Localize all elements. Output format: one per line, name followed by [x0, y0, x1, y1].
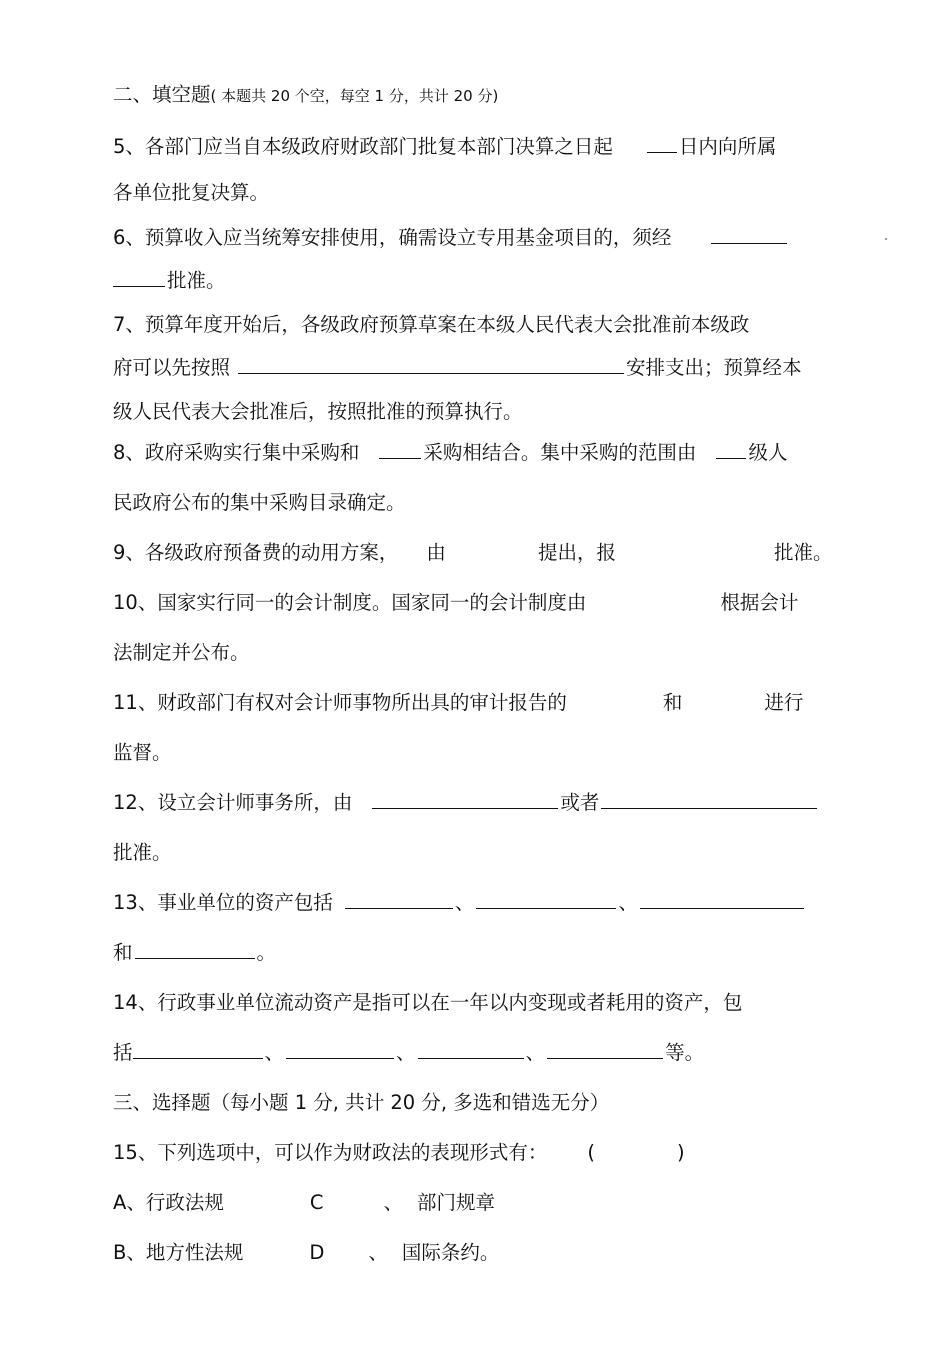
question-14-text-2: 括	[113, 1041, 133, 1064]
question-10-text: 10、国家实行同一的会计制度。国家同一的会计制度由	[113, 591, 587, 614]
blank-13-1[interactable]	[345, 890, 453, 909]
question-9-line	[113, 540, 832, 566]
question-9-you: 由	[426, 541, 446, 564]
option-c-letter[interactable]: C	[309, 1191, 324, 1214]
question-10-text-2: 法制定并公布。	[113, 641, 250, 664]
answer-paren-close: )	[676, 1141, 685, 1164]
question-12-line-2	[113, 840, 172, 866]
blank-6-1b[interactable]	[113, 268, 165, 287]
blank-5-1[interactable]	[647, 134, 677, 153]
question-7-suffix: 安排支出；预算经本	[626, 356, 802, 379]
question-11-line-2	[113, 740, 172, 766]
blank-7-1[interactable]	[238, 355, 624, 374]
question-7-text-3: 级人民代表大会批准后，按照批准的预算执行。	[113, 400, 523, 423]
question-5-line-1	[113, 134, 776, 160]
question-6-text: 6、预算收入应当统筹安排使用，确需设立专用基金项目的，须经	[113, 226, 672, 249]
question-14-text: 14、行政事业单位流动资产是指可以在一年以内变现或者耗用的资产，包	[113, 991, 743, 1014]
question-11-line-1	[113, 690, 803, 716]
question-5-text-2: 各单位批复决算。	[113, 181, 270, 204]
question-8-line-2	[113, 490, 406, 516]
question-12-text-2: 批准。	[113, 841, 172, 864]
section-2-heading	[113, 82, 498, 108]
question-13-line-2	[113, 940, 276, 966]
blank-13-4[interactable]	[135, 940, 255, 959]
option-d-letter[interactable]: D	[309, 1241, 325, 1264]
section-3-title: 三、选择题（每小题 1 分, 共计 20 分, 多选和错选无分）	[113, 1091, 610, 1114]
comma-14-3: 、	[525, 1041, 546, 1064]
comma-13-2: 、	[618, 891, 638, 914]
question-5-suffix: 日内向所属	[678, 135, 777, 158]
question-15-text: 15、下列选项中，可以作为财政法的表现形式有：	[113, 1141, 548, 1164]
question-9-mid: 提出，报	[537, 541, 616, 564]
option-d-sep: 、	[368, 1241, 388, 1264]
comma-14-2: 、	[396, 1041, 416, 1064]
question-15-stem	[113, 1140, 685, 1166]
section-2-note: ( 本题共 20 个空，每空 1 分，共计 20 分)	[210, 87, 499, 105]
question-6-line-2	[113, 268, 226, 294]
speck-mark	[885, 238, 887, 240]
question-11-text: 11、财政部门有权对会计师事物所出具的审计报告的	[113, 691, 567, 714]
section-2-title: 二、填空题	[113, 83, 211, 106]
question-7-text: 7、预算年度开始后，各级政府预算草案在本级人民代表大会批准前本级政	[113, 313, 750, 336]
question-13-line-1	[113, 890, 806, 916]
question-12-line-1	[113, 790, 819, 816]
question-8-text: 8、政府采购实行集中采购和	[113, 441, 360, 464]
option-c-text[interactable]: 部门规章	[416, 1191, 495, 1214]
question-7-text-2: 府可以先按照	[113, 356, 231, 379]
question-6-suffix: 批准。	[167, 269, 226, 292]
blank-12-2[interactable]	[601, 790, 817, 809]
blank-12-1[interactable]	[372, 790, 558, 809]
blank-14-2[interactable]	[286, 1040, 394, 1059]
answer-paren-open: (	[587, 1141, 595, 1164]
question-14-line-2	[113, 1040, 704, 1066]
question-12-or: 或者	[560, 791, 600, 814]
question-10-line-1	[113, 590, 798, 616]
option-a[interactable]: A、行政法规	[113, 1191, 224, 1214]
question-7-line-2	[113, 355, 802, 381]
question-7-line-3	[113, 399, 523, 425]
section-3-heading	[113, 1090, 609, 1116]
blank-14-3[interactable]	[418, 1040, 524, 1059]
comma-13-1: 、	[454, 891, 475, 914]
question-9-text: 9、各级政府预备费的动用方案，	[113, 541, 399, 564]
question-13-text: 13、事业单位的资产包括	[113, 891, 333, 914]
question-7-line-1	[113, 312, 749, 338]
question-11-text-2: 监督。	[113, 741, 172, 764]
question-8-line-1	[113, 440, 787, 466]
question-6-line-1	[113, 225, 789, 251]
question-5-text: 5、各部门应当自本级政府财政部门批复本部门决算之日起	[113, 135, 613, 158]
question-8-text-2: 民政府公布的集中采购目录确定。	[113, 491, 406, 514]
blank-14-1[interactable]	[133, 1040, 263, 1059]
question-5-line-2	[113, 180, 269, 206]
option-b[interactable]: B、地方性法规	[113, 1241, 244, 1264]
question-14-line-1	[113, 990, 742, 1016]
question-13-and: 和	[113, 941, 133, 964]
question-10-suffix: 根据会计	[720, 591, 799, 614]
option-c-sep: 、	[383, 1191, 403, 1214]
blank-13-2[interactable]	[476, 890, 616, 909]
question-11-and: 和	[662, 691, 683, 714]
question-15-options-bd	[113, 1240, 499, 1266]
question-8-suffix: 级人	[748, 441, 788, 464]
blank-6-1a[interactable]	[711, 225, 787, 244]
blank-13-3[interactable]	[640, 890, 804, 909]
option-d-text[interactable]: 国际条约。	[401, 1241, 500, 1264]
question-9-suffix: 批准。	[773, 541, 833, 564]
blank-8-1[interactable]	[379, 440, 421, 459]
question-15-options-ac	[113, 1190, 495, 1216]
question-13-period: 。	[256, 941, 277, 964]
question-11-suffix: 进行	[764, 691, 804, 714]
comma-14-1: 、	[264, 1041, 285, 1064]
question-8-mid: 采购相结合。集中采购的范围由	[423, 441, 697, 464]
question-10-line-2	[113, 640, 250, 666]
question-14-suffix: 等。	[665, 1041, 705, 1064]
blank-8-2[interactable]	[716, 440, 746, 459]
blank-14-4[interactable]	[547, 1040, 663, 1059]
question-12-text: 12、设立会计师事务所，由	[113, 791, 353, 814]
